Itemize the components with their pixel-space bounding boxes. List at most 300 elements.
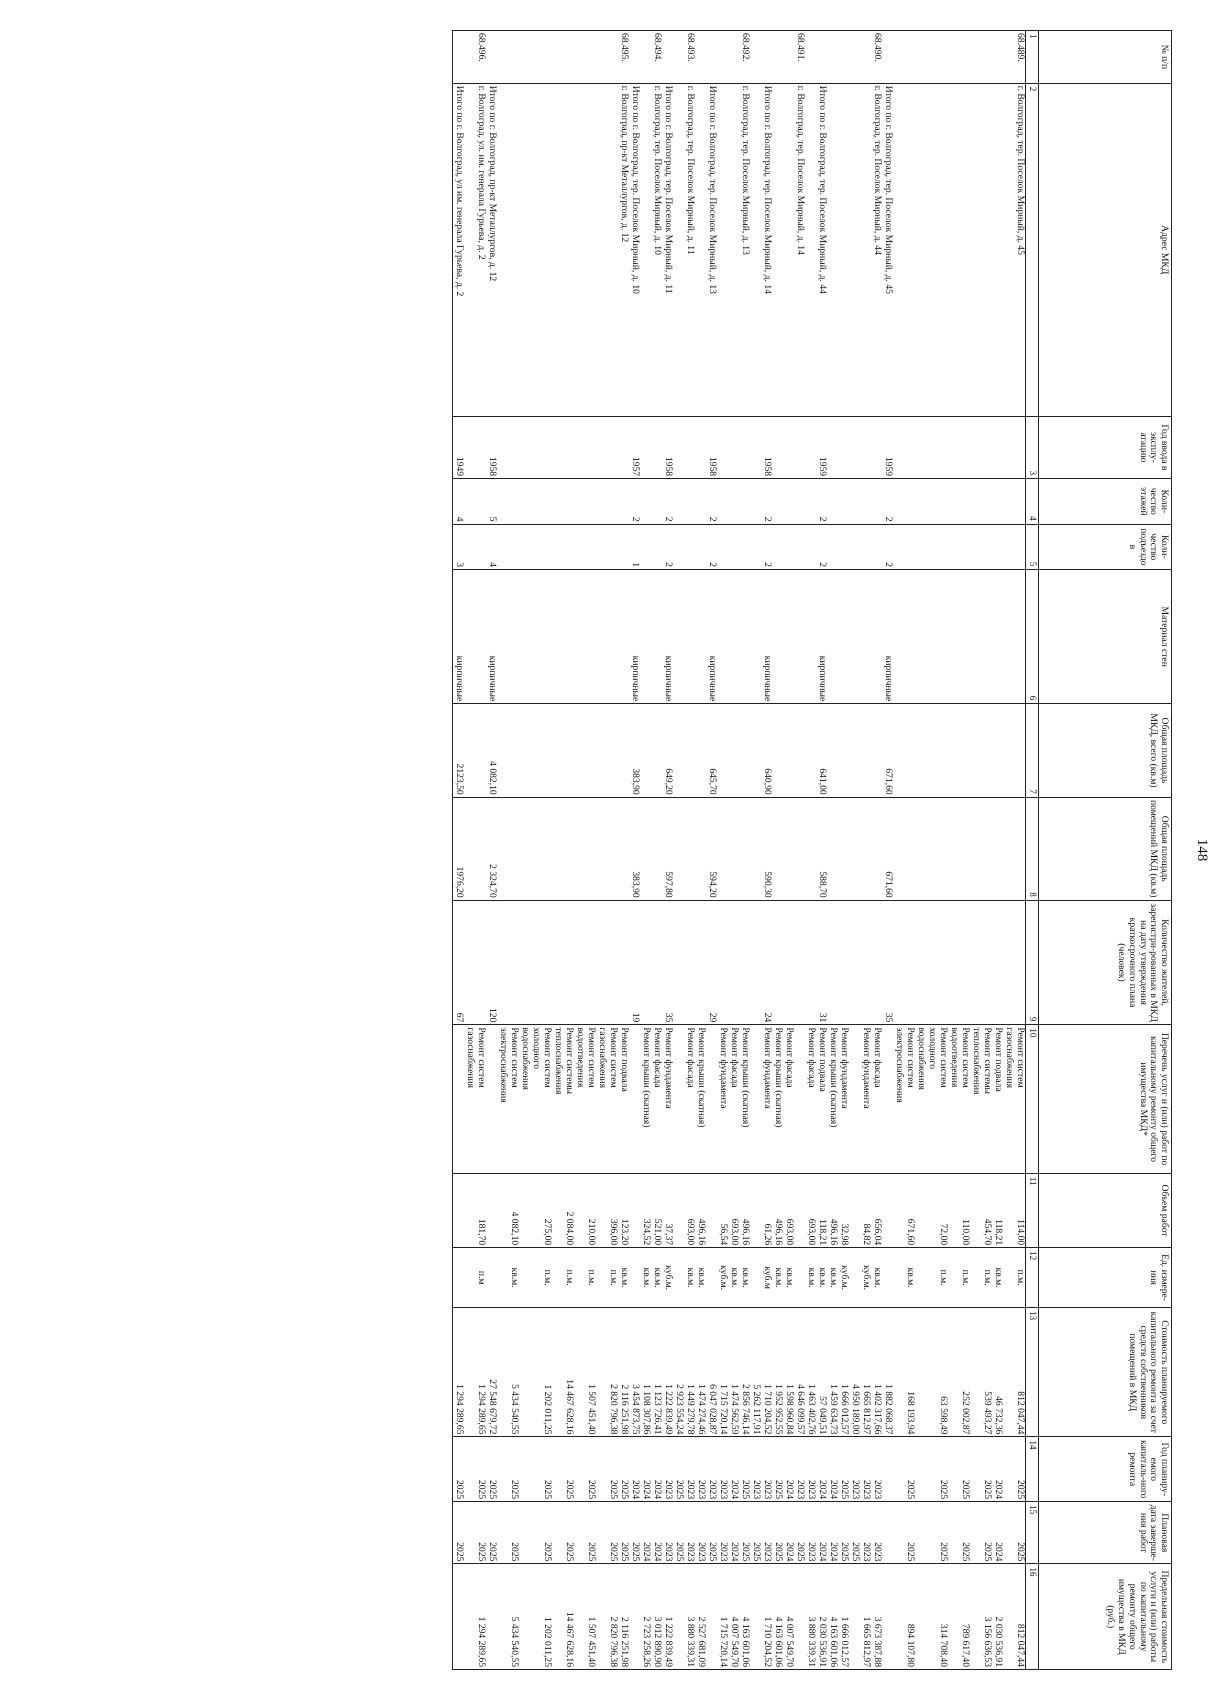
column-number: 16 bbox=[1026, 1564, 1039, 1670]
cell-line: Ремонт подвала bbox=[817, 1027, 828, 1092]
cell-line: 168 193,94 bbox=[905, 1391, 916, 1435]
year-cell bbox=[673, 416, 695, 478]
cell-line: 1 123 726,41 bbox=[652, 1384, 663, 1435]
floors-cell: 4 bbox=[453, 479, 465, 525]
residents-cell bbox=[893, 900, 1026, 1025]
premises-area-cell bbox=[893, 797, 1026, 900]
cell-spacer bbox=[464, 1504, 475, 1561]
cell-line: Ремонт фасада bbox=[872, 1027, 883, 1088]
cost-cell bbox=[453, 1308, 465, 1437]
residents-cell: 35 bbox=[662, 900, 673, 1025]
volume-cell bbox=[772, 1173, 805, 1247]
entrances-cell bbox=[827, 524, 882, 570]
premises-area-cell: 597,80 bbox=[662, 797, 673, 900]
works-list-cell bbox=[497, 1025, 629, 1174]
cell-line: Ремонт подвала bbox=[993, 1027, 1004, 1092]
cell-line: 1 666 012,57 bbox=[839, 1384, 850, 1435]
cell-spacer bbox=[574, 1250, 585, 1305]
cell-spacer bbox=[893, 1439, 904, 1499]
cell-spacer bbox=[519, 1176, 530, 1245]
cell-line: 496,16 bbox=[773, 1218, 784, 1246]
cell-line: 2024 bbox=[641, 1479, 652, 1500]
cell-line: Ремонт систем bbox=[542, 1027, 553, 1088]
max-cost-cell bbox=[827, 1564, 882, 1670]
cell-line: 1 222 839,49 bbox=[663, 1616, 674, 1667]
residents-cell: 120 bbox=[486, 900, 497, 1025]
plan-year-cell bbox=[805, 1437, 827, 1502]
column-number: 3 bbox=[1026, 416, 1039, 478]
max-cost-cell bbox=[893, 1564, 1026, 1670]
cell-spacer bbox=[915, 1504, 926, 1561]
year-cell: 1958 bbox=[662, 416, 673, 478]
cell-line: 2025 bbox=[905, 1479, 916, 1500]
column-header: Стоимость планируемого капитального ремонта за счет средств собственников помещений в МКД bbox=[1039, 1308, 1172, 1437]
cell-line: 2023 bbox=[707, 1479, 718, 1500]
plan-year-cell bbox=[640, 1437, 662, 1502]
cell-line: 314 708,40 bbox=[938, 1623, 949, 1667]
cell-line: 693,00 bbox=[784, 1218, 795, 1246]
cell-line: Ремонт крыши (скатная) bbox=[696, 1027, 707, 1128]
cell-line: 2025 bbox=[905, 1542, 916, 1562]
cell-line bbox=[453, 1566, 464, 1667]
plan-date-cell bbox=[827, 1502, 882, 1564]
cell-line: 2024 bbox=[630, 1479, 641, 1500]
works-list-cell bbox=[805, 1025, 827, 1174]
cell-line: 656,04 bbox=[872, 1218, 883, 1246]
cell-line: 496,16 bbox=[828, 1218, 839, 1246]
cell-line: электроснабжения bbox=[498, 1027, 509, 1103]
cell-line: 2025 bbox=[938, 1479, 949, 1500]
cell-spacer bbox=[552, 1176, 563, 1245]
plan-year-cell bbox=[882, 1437, 893, 1502]
column-header: Год планиру-емого капиталь-ного ремонта bbox=[1039, 1437, 1172, 1502]
cell-line: 2024 bbox=[729, 1542, 740, 1562]
row-number bbox=[805, 31, 827, 84]
total-area-cell: 641,00 bbox=[805, 704, 827, 797]
cell-spacer bbox=[926, 1504, 937, 1561]
column-number: 7 bbox=[1026, 704, 1039, 797]
cost-cell bbox=[486, 1308, 497, 1437]
wall-material-cell: кирпичные bbox=[453, 570, 465, 704]
column-header: Коли-чество подъездо в bbox=[1039, 524, 1172, 570]
cell-line: Ремонт систем bbox=[905, 1027, 916, 1088]
cell-line: 2025 bbox=[509, 1479, 520, 1500]
wall-material-cell: кирпичные bbox=[486, 570, 497, 704]
entrances-cell bbox=[464, 524, 486, 570]
residents-cell: 35 bbox=[882, 900, 893, 1025]
year-cell bbox=[717, 416, 750, 478]
cell-line: 3 156 636,53 bbox=[982, 1616, 993, 1667]
year-cell bbox=[827, 416, 882, 478]
cell-line: 1 665 812,97 bbox=[861, 1616, 872, 1667]
wall-material-cell: кирпичные bbox=[805, 570, 827, 704]
cell-line bbox=[453, 1250, 464, 1305]
cell-line: Ремонт систем bbox=[608, 1027, 619, 1088]
cell-line: 1 507 451,40 bbox=[586, 1616, 597, 1667]
cell-line bbox=[673, 1176, 684, 1245]
column-header: Ед. измере-ния bbox=[1039, 1248, 1172, 1308]
column-header: Количество жителей, зарегистри-рованных в МКД на дату утверждения краткосрочного плана (человек) bbox=[1039, 900, 1172, 1025]
works-list-cell bbox=[662, 1025, 673, 1174]
cell-line: п.м. bbox=[982, 1269, 993, 1286]
total-area-cell: 4 082,10 bbox=[486, 704, 497, 797]
plan-year-cell bbox=[464, 1437, 486, 1502]
cell-line: 110,00 bbox=[960, 1219, 971, 1246]
unit-cell bbox=[662, 1248, 673, 1308]
wall-material-cell bbox=[673, 570, 695, 704]
column-header: Плановая дата заверше-ния работ bbox=[1039, 1502, 1172, 1564]
residents-cell: 29 bbox=[695, 900, 717, 1025]
cell-line: 32,98 bbox=[839, 1223, 850, 1246]
cell-line: 496,16 bbox=[740, 1218, 751, 1246]
cell-line: кв.м. bbox=[729, 1267, 740, 1288]
cell-line: 1 459 634,73 bbox=[828, 1384, 839, 1435]
column-number: 15 bbox=[1026, 1502, 1039, 1564]
cell-line: 14 467 628,16 bbox=[564, 1611, 575, 1667]
volume-cell bbox=[893, 1173, 1026, 1247]
volume-cell bbox=[750, 1173, 772, 1247]
premises-area-cell: 671,60 bbox=[882, 797, 893, 900]
cell-line: 2023 bbox=[663, 1479, 674, 1500]
cell-line: 2024 bbox=[817, 1479, 828, 1500]
cell-line: Ремонт фасада bbox=[806, 1027, 817, 1088]
cell-line bbox=[673, 1566, 684, 1667]
table-row bbox=[717, 31, 750, 1670]
plan-date-cell bbox=[893, 1502, 1026, 1564]
cell-spacer bbox=[915, 1439, 926, 1499]
cell-line: 2 723 258,26 bbox=[641, 1616, 652, 1667]
cell-line: 671,60 bbox=[905, 1218, 916, 1246]
plan-date-cell bbox=[717, 1502, 750, 1564]
cell-line: 2025 bbox=[982, 1542, 993, 1562]
cell-line: 2025 bbox=[619, 1479, 630, 1500]
cell-line: 4 007 549,70 bbox=[784, 1616, 795, 1667]
cell-line bbox=[673, 1250, 684, 1305]
cost-cell bbox=[805, 1308, 827, 1437]
wall-material-cell: кирпичные bbox=[629, 570, 640, 704]
cell-line: Ремонт фасада bbox=[685, 1027, 696, 1088]
cell-line: 812 047,44 bbox=[1015, 1623, 1026, 1667]
cell-line bbox=[453, 1027, 464, 1171]
cell-line: 2025 bbox=[564, 1479, 575, 1500]
cell-spacer bbox=[497, 1250, 508, 1305]
cost-cell bbox=[750, 1308, 772, 1437]
cell-line: холодного bbox=[927, 1027, 938, 1070]
cost-cell bbox=[640, 1308, 662, 1437]
cell-spacer bbox=[596, 1439, 607, 1499]
floors-cell: 2 bbox=[662, 479, 673, 525]
rotated-landscape-sheet bbox=[22, 30, 1210, 1670]
cost-cell bbox=[695, 1308, 717, 1437]
row-number: 68.491. bbox=[772, 31, 805, 84]
volume-cell bbox=[497, 1173, 629, 1247]
residents-cell bbox=[497, 900, 629, 1025]
cell-line: 1 449 279,78 bbox=[685, 1384, 696, 1435]
cell-spacer bbox=[948, 1176, 959, 1245]
cell-line: 2025 bbox=[740, 1542, 751, 1562]
plan-date-cell bbox=[497, 1502, 629, 1564]
cell-line: 2023 bbox=[762, 1542, 773, 1562]
floors-cell: 5 bbox=[486, 479, 497, 525]
cost-cell bbox=[629, 1308, 640, 1437]
column-header: № п/п bbox=[1039, 31, 1172, 84]
unit-cell bbox=[486, 1248, 497, 1308]
unit-cell bbox=[695, 1248, 717, 1308]
cell-spacer bbox=[970, 1566, 981, 1667]
cell-line: куб.м. bbox=[663, 1265, 674, 1291]
year-cell bbox=[464, 416, 486, 478]
entrances-cell: 3 bbox=[453, 524, 465, 570]
cell-line: 2025 bbox=[1015, 1479, 1026, 1500]
cell-spacer bbox=[1003, 1310, 1014, 1434]
cell-line: 539 493,27 bbox=[982, 1391, 993, 1435]
residents-cell bbox=[640, 900, 662, 1025]
cell-line: п.м. bbox=[960, 1269, 971, 1286]
cell-line: 1 474 274,46 bbox=[696, 1384, 707, 1435]
works-list-cell bbox=[464, 1025, 486, 1174]
max-cost-cell bbox=[662, 1564, 673, 1670]
unit-cell bbox=[750, 1248, 772, 1308]
cell-line: 2024 bbox=[993, 1542, 1004, 1562]
table-row bbox=[893, 31, 1026, 1670]
plan-year-cell bbox=[486, 1437, 497, 1502]
floors-cell: 2 bbox=[805, 479, 827, 525]
address-cell: Итого по г. Волгоград, пр-кт Металлургов, д. 12 bbox=[486, 83, 497, 416]
cell-line: 2025 bbox=[960, 1542, 971, 1562]
column-header: Перечень услуг и (или) работ по капитальному ремонту общего имущества МКД* bbox=[1039, 1025, 1172, 1174]
wall-material-cell bbox=[640, 570, 662, 704]
cell-line: 2025 bbox=[619, 1542, 630, 1562]
cell-line: 1 108 307,86 bbox=[641, 1384, 652, 1435]
cell-line: 812 047,44 bbox=[1015, 1391, 1026, 1435]
cell-spacer bbox=[926, 1566, 937, 1667]
cell-line: 2023 bbox=[696, 1542, 707, 1562]
cell-line bbox=[629, 1027, 640, 1171]
cell-spacer bbox=[893, 1176, 904, 1245]
cell-line: 2025 bbox=[454, 1479, 465, 1500]
cell-line: 2025 bbox=[982, 1479, 993, 1500]
plan-date-cell bbox=[772, 1502, 805, 1564]
table-row bbox=[464, 31, 486, 1670]
cell-spacer bbox=[596, 1310, 607, 1434]
volume-cell bbox=[882, 1173, 893, 1247]
volume-cell bbox=[827, 1173, 882, 1247]
premises-area-cell bbox=[464, 797, 486, 900]
cell-line: куб.м bbox=[762, 1266, 773, 1289]
cell-line: Ремонт крыши (скатная) bbox=[828, 1027, 839, 1128]
cell-line: 123,20 bbox=[619, 1218, 630, 1246]
cell-line: 693,00 bbox=[685, 1218, 696, 1246]
cell-line: 27 548 679,72 bbox=[487, 1379, 498, 1435]
volume-cell bbox=[453, 1173, 465, 1247]
total-row bbox=[629, 31, 640, 1670]
plan-year-cell bbox=[673, 1437, 695, 1502]
column-header: Объем работ bbox=[1039, 1173, 1172, 1247]
cell-spacer bbox=[530, 1439, 541, 1499]
cell-line: 2023 bbox=[806, 1542, 817, 1562]
cell-line: кв.м. bbox=[685, 1267, 696, 1288]
volume-cell bbox=[629, 1173, 640, 1247]
cell-spacer bbox=[519, 1310, 530, 1434]
cell-line: 2023 bbox=[861, 1542, 872, 1562]
cell-line: 2023 bbox=[696, 1479, 707, 1500]
cell-line: Ремонт фундамента bbox=[718, 1027, 729, 1109]
cost-cell bbox=[893, 1308, 1026, 1437]
cell-line: Ремонт фундамента bbox=[663, 1027, 674, 1109]
cell-line bbox=[629, 1250, 640, 1305]
cell-spacer bbox=[552, 1566, 563, 1667]
cell-spacer bbox=[1003, 1566, 1014, 1667]
cell-spacer bbox=[1003, 1504, 1014, 1561]
cell-spacer bbox=[915, 1310, 926, 1434]
cell-line: 2025 bbox=[1015, 1542, 1026, 1562]
cell-line: Ремонт системы bbox=[982, 1027, 993, 1095]
entrances-cell bbox=[717, 524, 750, 570]
max-cost-cell bbox=[629, 1564, 640, 1670]
cell-line: 4 163 601,06 bbox=[773, 1616, 784, 1667]
cell-line bbox=[849, 1566, 860, 1667]
row-number: 68.495. bbox=[497, 31, 629, 84]
row-number bbox=[486, 31, 497, 84]
premises-area-cell: 2 324,70 bbox=[486, 797, 497, 900]
cell-line: 2023 bbox=[861, 1479, 872, 1500]
cell-line: Ремонт фундамента bbox=[861, 1027, 872, 1109]
cell-spacer bbox=[893, 1310, 904, 1434]
volume-cell bbox=[464, 1173, 486, 1247]
wall-material-cell bbox=[497, 570, 629, 704]
wall-material-cell: кирпичные bbox=[695, 570, 717, 704]
cost-cell bbox=[772, 1308, 805, 1437]
cell-line: 1 598 960,84 bbox=[784, 1384, 795, 1435]
cell-spacer bbox=[948, 1439, 959, 1499]
cell-line bbox=[453, 1176, 464, 1245]
cell-line: 6 047 028,87 bbox=[707, 1384, 718, 1435]
row-number: 68.493. bbox=[673, 31, 695, 84]
cell-line: 2025 bbox=[795, 1542, 806, 1562]
address-cell: г. Волгоград, ул. им. генерала Гурьева, д. 2 bbox=[464, 83, 486, 416]
residents-cell bbox=[717, 900, 750, 1025]
cost-cell bbox=[717, 1308, 750, 1437]
cell-line: 2023 bbox=[872, 1479, 883, 1500]
cell-line: 1 710 204,52 bbox=[762, 1384, 773, 1435]
cell-line bbox=[849, 1250, 860, 1305]
unit-cell bbox=[717, 1248, 750, 1308]
page-number: 148 bbox=[1194, 838, 1210, 862]
column-header: Предельная стоимость услуги и (или) работы по капитальному ремонту общего имущества в МКД (руб.) bbox=[1039, 1564, 1172, 1670]
column-header: Год ввода в эксплу-атацию bbox=[1039, 416, 1172, 478]
address-cell: г. Волгоград, тер. Поселок Мирный, д. 44 bbox=[827, 83, 882, 416]
max-cost-cell bbox=[695, 1564, 717, 1670]
plan-year-cell bbox=[629, 1437, 640, 1502]
table-body bbox=[453, 31, 1026, 1670]
cell-line: 894 107,80 bbox=[905, 1623, 916, 1667]
row-number bbox=[750, 31, 772, 84]
column-number: 5 bbox=[1026, 524, 1039, 570]
cell-line: газоснабжения bbox=[465, 1027, 476, 1089]
cell-line: п.м. bbox=[542, 1269, 553, 1286]
cell-line: 14 467 628,16 bbox=[564, 1379, 575, 1435]
entrances-cell: 2 bbox=[695, 524, 717, 570]
entrances-cell bbox=[673, 524, 695, 570]
plan-year-cell bbox=[827, 1437, 882, 1502]
cell-line: 1 402 317,66 bbox=[872, 1384, 883, 1435]
floors-cell bbox=[464, 479, 486, 525]
cell-line: 57 049,51 bbox=[817, 1396, 828, 1435]
cell-line: 2024 bbox=[641, 1542, 652, 1562]
works-list-cell bbox=[717, 1025, 750, 1174]
address-cell: Итого по г. Волгоград, тер. Поселок Мирный, д. 10 bbox=[629, 83, 640, 416]
volume-cell bbox=[486, 1173, 497, 1247]
cell-line: 2024 bbox=[828, 1479, 839, 1500]
total-area-cell bbox=[772, 704, 805, 797]
cell-spacer bbox=[552, 1310, 563, 1434]
cell-spacer bbox=[552, 1250, 563, 1305]
entrances-cell bbox=[640, 524, 662, 570]
column-number: 9 bbox=[1026, 900, 1039, 1025]
table-row bbox=[673, 31, 695, 1670]
cell-line: 2023 bbox=[718, 1479, 729, 1500]
cell-spacer bbox=[926, 1176, 937, 1245]
address-cell: г. Волгоград, тер. Поселок Мирный, д. 45 bbox=[893, 83, 1026, 416]
capital-repair-table bbox=[452, 30, 1172, 1670]
unit-cell bbox=[673, 1248, 695, 1308]
cell-line: 4 163 601,06 bbox=[740, 1616, 751, 1667]
cell-line bbox=[673, 1027, 684, 1171]
works-list-cell bbox=[772, 1025, 805, 1174]
total-area-cell bbox=[497, 704, 629, 797]
column-header: Материал стен bbox=[1039, 570, 1172, 704]
cell-line: 2025 bbox=[707, 1542, 718, 1562]
works-list-cell bbox=[453, 1025, 465, 1174]
cell-line: 2025 bbox=[839, 1479, 850, 1500]
cell-line: 2 820 796,38 bbox=[608, 1616, 619, 1667]
cell-line: 2023 bbox=[806, 1479, 817, 1500]
cell-line: кв.м. bbox=[619, 1267, 630, 1288]
cell-line: Ремонт крыши (скатная) bbox=[773, 1027, 784, 1128]
cell-line: 2024 bbox=[993, 1479, 1004, 1500]
cell-line: 4 950 189,00 bbox=[850, 1384, 861, 1435]
works-list-cell bbox=[893, 1025, 1026, 1174]
cell-spacer bbox=[596, 1566, 607, 1667]
cost-cell bbox=[827, 1308, 882, 1437]
cell-line: 2 923 554,24 bbox=[674, 1384, 685, 1435]
cell-line: кв.м. bbox=[652, 1267, 663, 1288]
cell-line: кв.м. bbox=[872, 1267, 883, 1288]
cell-line: 1 715 720,14 bbox=[718, 1616, 729, 1667]
address-cell: Итого по г. Волгоград, тер. Поселок Мирный, д. 13 bbox=[695, 83, 717, 416]
cell-line: 2024 bbox=[729, 1479, 740, 1500]
cell-spacer bbox=[519, 1439, 530, 1499]
cell-line: 496,16 bbox=[696, 1218, 707, 1246]
cell-line: 396,00 bbox=[608, 1218, 619, 1246]
plan-date-cell bbox=[640, 1502, 662, 1564]
unit-cell bbox=[805, 1248, 827, 1308]
cell-line: кв.м. bbox=[696, 1267, 707, 1288]
cell-line: 2025 bbox=[476, 1542, 487, 1562]
cell-spacer bbox=[530, 1310, 541, 1434]
floors-cell: 2 bbox=[882, 479, 893, 525]
cell-line: 2024 bbox=[652, 1542, 663, 1562]
cell-line: теплоснабжения bbox=[971, 1027, 982, 1095]
total-row bbox=[750, 31, 772, 1670]
cell-line: 2024 bbox=[828, 1542, 839, 1562]
row-number: 68.496. bbox=[464, 31, 486, 84]
plan-date-cell bbox=[629, 1502, 640, 1564]
cell-line bbox=[486, 1176, 497, 1245]
cell-line: 210,00 bbox=[586, 1218, 597, 1246]
cell-line: теплоснабжения bbox=[553, 1027, 564, 1095]
total-area-cell: 640,90 bbox=[750, 704, 772, 797]
